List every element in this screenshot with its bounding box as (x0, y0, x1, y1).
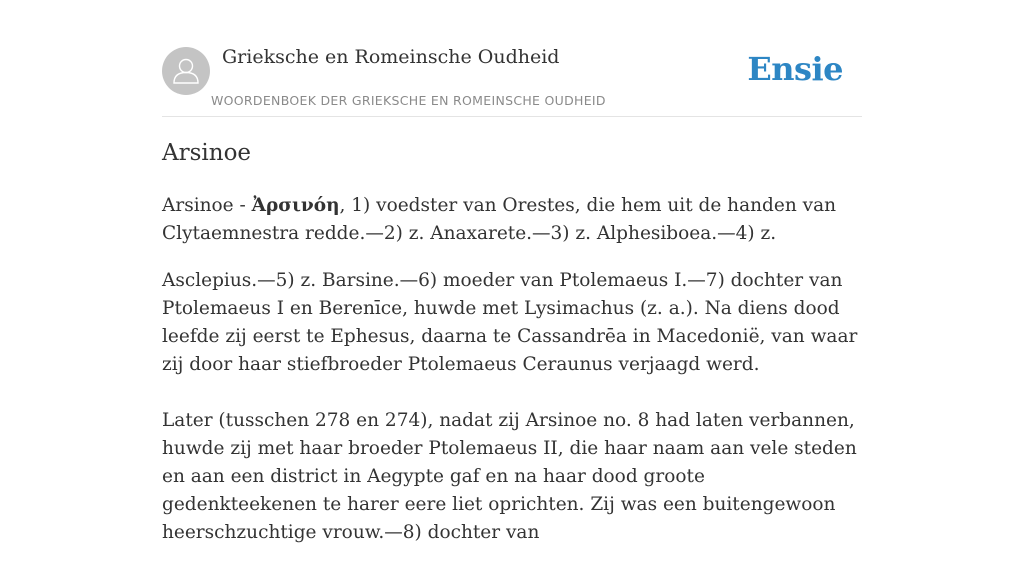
article-paragraph: Later (tusschen 278 en 274), nadat zij Arsinoe no. 8 had laten verbannen, huwde zij met haar broeder Ptolemaeus II, die haar naam aan vele steden en aan een district in Aegypte gaf en na haar dood groote gedenkteekenen te harer eere liet oprichten. Zij was een buitengewoon heerschzuchtige vrouw.—8) dochter van (162, 410, 857, 543)
article-paragraph (162, 192, 862, 248)
site-header (162, 0, 862, 117)
site-title[interactable]: Grieksche en Romeinsche Oudheid (222, 46, 560, 68)
article-paragraph: Asclepius.—5) z. Barsine.—6) moeder van Ptolemaeus I.—7) dochter van Ptolemaeus I en Berenīce, huwde met Lysimachus (z. a.). Na diens dood leefde zij eerst te Ephesus, daarna te Cassandrēa in Macedonië, van waar zij door haar stiefbroeder Ptolemaeus Ceraunus verjaagd werd. (162, 270, 858, 375)
user-icon (162, 47, 210, 95)
greek-term: Ἀρσινόη (251, 195, 340, 216)
avatar[interactable] (162, 47, 210, 95)
site-subtitle: WOORDENBOEK DER GRIEKSCHE EN ROMEINSCHE OUDHEID (211, 93, 606, 108)
entry-definition: , 1) voedster van Orestes, die hem uit de handen van Clytaemnestra redde.—2) z. Anaxarete.—3) z. Alphesiboea.—4) z. (162, 195, 837, 244)
article-body (162, 192, 862, 566)
page-title: Arsinoe (162, 140, 252, 166)
entry-term: Arsinoe - (162, 195, 252, 216)
page-container (162, 0, 862, 543)
brand-logo[interactable]: Ensie (747, 50, 843, 88)
